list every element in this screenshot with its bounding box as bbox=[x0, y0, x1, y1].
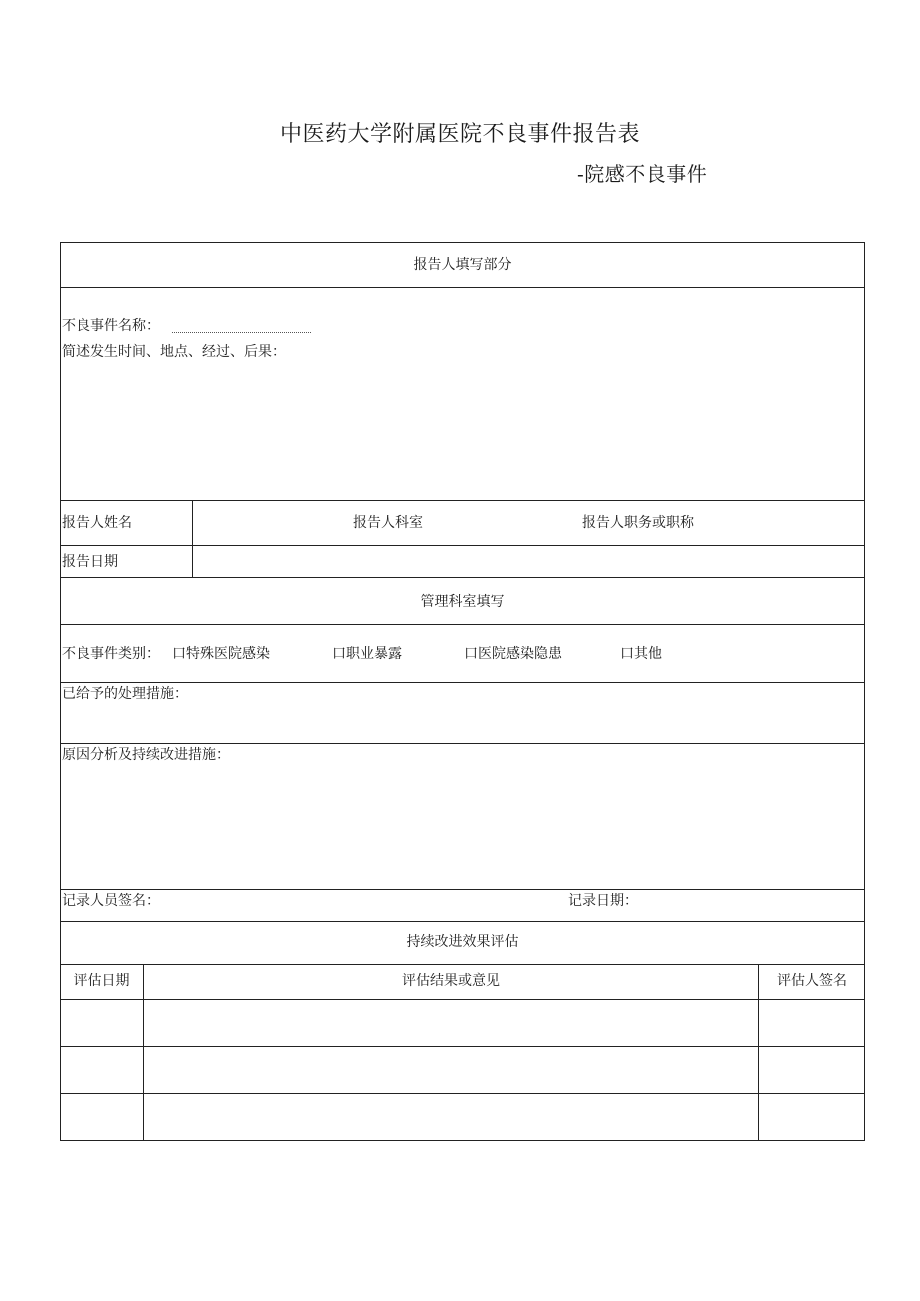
col-header-evaluator-signature: 评估人签名 bbox=[777, 973, 847, 989]
evaluation-row[interactable] bbox=[61, 1000, 864, 1046]
description-field[interactable] bbox=[62, 364, 862, 496]
category-option-infection-hazard[interactable]: 口医院感染隐患 bbox=[464, 646, 562, 662]
reporter-name-label: 报告人姓名 bbox=[62, 515, 132, 531]
analysis-label: 原因分析及持续改进措施： bbox=[62, 747, 230, 763]
report-date-field[interactable] bbox=[194, 547, 862, 576]
measures-field[interactable] bbox=[62, 704, 862, 740]
description-label: 简述发生时间、地点、经过、后果： bbox=[62, 344, 286, 360]
rule bbox=[60, 921, 865, 922]
category-option-other[interactable]: 口其他 bbox=[620, 646, 662, 662]
recorder-signature-label: 记录人员签名： bbox=[62, 893, 160, 909]
event-name-label: 不良事件名称： bbox=[62, 318, 160, 334]
reporter-dept-label: 报告人科室 bbox=[353, 515, 423, 531]
evaluation-row[interactable] bbox=[61, 1094, 864, 1140]
border-right bbox=[864, 242, 865, 1141]
rule bbox=[60, 682, 865, 683]
page-subtitle: -院感不良事件 bbox=[577, 162, 708, 186]
management-section-header: 管理科室填写 bbox=[420, 594, 505, 610]
rule bbox=[60, 577, 865, 578]
border-top bbox=[60, 242, 865, 243]
category-label: 不良事件类别： bbox=[62, 646, 160, 662]
category-option-special-infection[interactable]: 口特殊医院感染 bbox=[172, 646, 270, 662]
report-date-label: 报告日期 bbox=[62, 554, 118, 570]
rule bbox=[60, 287, 865, 288]
evaluation-section-header: 持续改进效果评估 bbox=[406, 934, 519, 950]
category-option-occupational-exposure[interactable]: 口职业暴露 bbox=[332, 646, 402, 662]
evaluation-row[interactable] bbox=[61, 1047, 864, 1093]
border-bottom bbox=[60, 1140, 865, 1141]
record-date-label: 记录日期： bbox=[568, 893, 638, 909]
rule bbox=[60, 889, 865, 890]
rule bbox=[60, 500, 865, 501]
event-name-field[interactable] bbox=[172, 332, 311, 333]
reporter-title-label: 报告人职务或职称 bbox=[582, 515, 694, 531]
rule bbox=[60, 743, 865, 744]
rule bbox=[60, 964, 865, 965]
col-header-eval-date: 评估日期 bbox=[73, 973, 130, 989]
rule bbox=[192, 500, 193, 578]
col-header-eval-result: 评估结果或意见 bbox=[402, 973, 500, 989]
rule bbox=[60, 624, 865, 625]
measures-label: 已给予的处理措施： bbox=[62, 686, 188, 702]
analysis-field[interactable] bbox=[62, 766, 862, 886]
report-form bbox=[60, 242, 865, 1141]
page-title: 中医药大学附属医院不良事件报告表 bbox=[279, 122, 640, 147]
rule bbox=[60, 545, 865, 546]
reporter-section-header: 报告人填写部分 bbox=[413, 257, 512, 273]
